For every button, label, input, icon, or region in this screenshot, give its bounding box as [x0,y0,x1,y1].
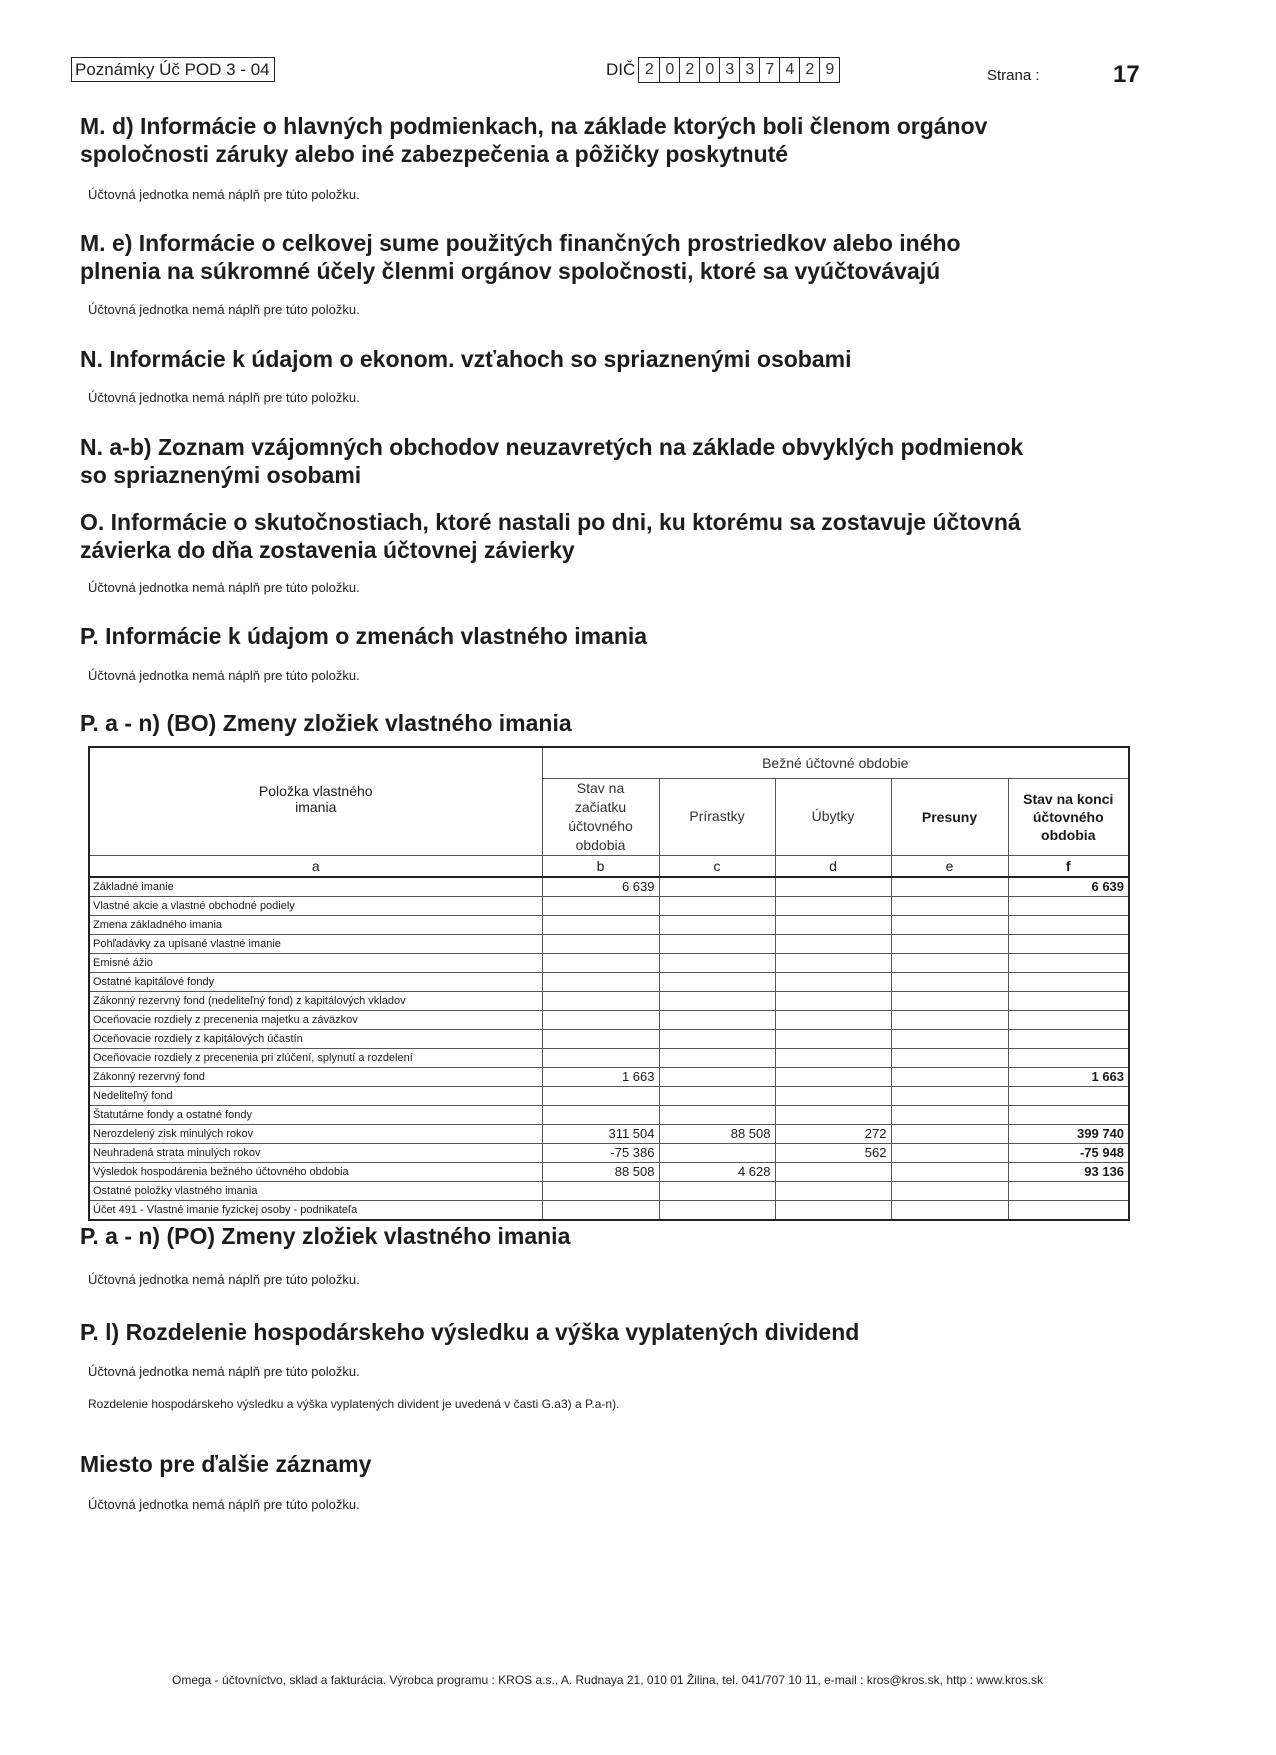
column-letter: a [89,855,542,877]
period-header: Bežné účtovné obdobie [542,747,1129,778]
cell-b: 6 639 [542,877,659,897]
row-label: Oceňovacie rozdiely z precenenia majetku a záväzkov [89,1011,542,1030]
heading-line: plnenia na súkromné účely členmi orgánov spoločnosti, ktoré sa vyúčtovávajú [80,258,941,284]
tax-id-digit: 2 [679,58,699,82]
cell-c [659,1087,775,1106]
section-heading-n-a-b [80,433,1023,489]
cell-e [891,916,1008,935]
header-line: začiatku [574,798,627,815]
cell-d [775,877,891,897]
cell-f: 6 639 [1008,877,1129,897]
table-row [89,954,1129,973]
column-header-start [542,778,659,855]
table-row [89,935,1129,954]
cell-f [1008,1087,1129,1106]
cell-b [542,1049,659,1068]
section-note: Účtovná jednotka nemá náplň pre túto položku. [88,1364,360,1379]
section-heading-n [80,345,851,373]
cell-e [891,1144,1008,1163]
cell-c: 4 628 [659,1163,775,1182]
table-row [89,1163,1129,1182]
row-label: Ostatné položky vlastného imania [89,1182,542,1201]
cell-e [891,954,1008,973]
cell-c [659,1030,775,1049]
cell-d [775,954,891,973]
cell-c [659,992,775,1011]
heading-line: P. Informácie k údajom o zmenách vlastného imania [80,623,648,649]
cell-d [775,1049,891,1068]
tax-id-digit: 9 [819,58,839,82]
heading-line: so spriaznenými osobami [80,462,362,488]
table-row [89,1106,1129,1125]
row-label: Základné imanie [89,877,542,897]
tax-id-digit: 3 [719,58,739,82]
tax-id [606,57,840,83]
section-note: Účtovná jednotka nemá náplň pre túto položku. [88,1497,360,1512]
section-heading-p-bo [80,709,572,737]
cell-c: 88 508 [659,1125,775,1144]
row-label: Emisné ážio [89,954,542,973]
cell-e [891,935,1008,954]
column-header-end [1008,778,1129,855]
cell-d [775,1011,891,1030]
cell-b [542,992,659,1011]
cell-b: 88 508 [542,1163,659,1182]
tax-id-digit: 2 [799,58,819,82]
header-line: Položka vlastného [258,783,373,799]
cell-d [775,992,891,1011]
cell-f [1008,897,1129,916]
cell-b [542,973,659,992]
row-label: Nedeliteľný fond [89,1087,542,1106]
cell-c [659,877,775,897]
tax-id-digits [638,57,840,83]
cell-f [1008,1011,1129,1030]
cell-c [659,1182,775,1201]
cell-b: -75 386 [542,1144,659,1163]
tax-id-digit: 0 [659,58,679,82]
cell-b [542,1182,659,1201]
cell-f: 93 136 [1008,1163,1129,1182]
cell-d [775,1068,891,1087]
table-row [89,1087,1129,1106]
column-header-transfers: Presuny [891,778,1008,855]
cell-b [542,954,659,973]
cell-e [891,1201,1008,1221]
row-label: Vlastné akcie a vlastné obchodné podiely [89,897,542,916]
heading-line: spoločnosti záruky alebo iné zabezpečenia a pôžičky poskytnuté [80,141,789,167]
cell-c [659,973,775,992]
section-note: Účtovná jednotka nemá náplň pre túto položku. [88,580,360,595]
cell-b [542,1201,659,1221]
row-label: Zmena základného imania [89,916,542,935]
form-code: Poznámky Úč POD 3 - 04 [71,57,275,82]
cell-b [542,1087,659,1106]
cell-b [542,1011,659,1030]
cell-e [891,973,1008,992]
column-letter-row [89,855,1129,877]
section-note: Účtovná jednotka nemá náplň pre túto položku. [88,187,360,202]
cell-e [891,1182,1008,1201]
row-label: Nerozdelený zisk minulých rokov [89,1125,542,1144]
table-row [89,992,1129,1011]
cell-e [891,897,1008,916]
cell-e [891,1011,1008,1030]
row-label: Pohľadávky za upísané vlastné imanie [89,935,542,954]
header-line: účtovného [568,817,633,834]
table-row [89,1144,1129,1163]
cell-d [775,1201,891,1221]
cell-e [891,1068,1008,1087]
table-row [89,973,1129,992]
column-letter: b [542,855,659,877]
cell-c [659,1144,775,1163]
row-label: Štatutárne fondy a ostatné fondy [89,1106,542,1125]
table-row [89,1201,1129,1221]
cell-f [1008,1049,1129,1068]
cell-d: 272 [775,1125,891,1144]
column-letter: d [775,855,891,877]
cell-e [891,992,1008,1011]
section-note: Účtovná jednotka nemá náplň pre túto položku. [88,1272,360,1287]
header-line: obdobia [1041,826,1096,843]
cell-c [659,1201,775,1221]
header-line: obdobia [575,836,626,853]
cell-b: 311 504 [542,1125,659,1144]
column-letter: c [659,855,775,877]
header-line: Stav na konci [1023,790,1114,807]
section-note: Účtovná jednotka nemá náplň pre túto položku. [88,302,360,317]
cell-d [775,916,891,935]
heading-line: P. l) Rozdelenie hospodárskeho výsledku a výška vyplatených dividend [80,1319,860,1345]
cell-b [542,916,659,935]
section-note-distribution: Rozdelenie hospodárskeho výsledku a výška vyplatených divident je uvedená v časti G.a3) a P.a-n). [88,1397,620,1411]
cell-d [775,935,891,954]
cell-d [775,1182,891,1201]
row-label: Výsledok hospodárenia bežného účtovného obdobia [89,1163,542,1182]
cell-e [891,1125,1008,1144]
table-row [89,1011,1129,1030]
table-row [89,916,1129,935]
heading-line: závierka do dňa zostavenia účtovnej závierky [80,537,575,563]
section-heading-m-d [80,112,987,168]
tax-id-digit: 3 [739,58,759,82]
row-label: Zákonný rezervný fond [89,1068,542,1087]
table-row [89,1049,1129,1068]
cell-f [1008,1106,1129,1125]
tax-id-digit: 2 [644,61,654,78]
equity-changes-table [88,746,1130,1221]
header-line: Stav na [576,779,625,796]
cell-c [659,954,775,973]
row-label: Zákonný rezervný fond (nedeliteľný fond) z kapitálových vkladov [89,992,542,1011]
cell-d [775,1163,891,1182]
section-heading-p [80,622,647,650]
cell-d: 562 [775,1144,891,1163]
cell-b [542,1106,659,1125]
cell-f [1008,954,1129,973]
cell-d [775,1030,891,1049]
section-heading-o [80,508,1021,564]
cell-e [891,877,1008,897]
section-heading-p-l [80,1318,859,1346]
cell-f [1008,992,1129,1011]
cell-e [891,1030,1008,1049]
cell-c [659,1068,775,1087]
cell-c [659,916,775,935]
table-row [89,897,1129,916]
table-body [89,877,1129,1220]
cell-e [891,1106,1008,1125]
tax-id-label: DIČ [606,60,636,79]
heading-line: N. Informácie k údajom o ekonom. vzťahoch so spriaznenými osobami [80,346,852,372]
tax-id-digit: 4 [779,58,799,82]
cell-f [1008,1182,1129,1201]
cell-f: 1 663 [1008,1068,1129,1087]
section-note: Účtovná jednotka nemá náplň pre túto položku. [88,668,360,683]
cell-b [542,935,659,954]
section-heading-p-po [80,1222,570,1250]
section-heading-m-e [80,229,961,285]
header-line: imania [295,799,337,815]
row-label: Účet 491 - Vlastné imanie fyzickej osoby - podnikateľa [89,1201,542,1221]
heading-line: Miesto pre ďalšie záznamy [80,1451,372,1477]
cell-b [542,1030,659,1049]
row-label: Ostatné kapitálové fondy [89,973,542,992]
table-row [89,1030,1129,1049]
row-label: Neuhradená strata minulých rokov [89,1144,542,1163]
cell-d [775,1087,891,1106]
heading-line: N. a-b) Zoznam vzájomných obchodov neuzavretých na základe obvyklých podmienok [80,434,1024,460]
row-label: Oceňovacie rozdiely z precenenia pri zlúčení, splynutí a rozdelení [89,1049,542,1068]
tax-id-digit: 7 [759,58,779,82]
cell-d [775,897,891,916]
cell-c [659,897,775,916]
table-row [89,877,1129,897]
column-header-additions: Prírastky [659,778,775,855]
cell-f [1008,1201,1129,1221]
heading-line: O. Informácie o skutočnostiach, ktoré nastali po dni, ku ktorému sa zostavuje účtovná [80,509,1021,535]
cell-f [1008,935,1129,954]
page-label: Strana : [987,67,1040,84]
header-line: účtovného [1032,808,1104,825]
column-letter: f [1008,855,1129,877]
cell-b [542,897,659,916]
page-number: 17 [1113,61,1140,88]
cell-e [891,1163,1008,1182]
cell-e [891,1049,1008,1068]
column-header-reductions: Úbytky [775,778,891,855]
cell-e [891,1087,1008,1106]
cell-f [1008,916,1129,935]
cell-b: 1 663 [542,1068,659,1087]
table-row [89,1182,1129,1201]
table-row [89,1125,1129,1144]
row-label: Oceňovacie rozdiely z kapitálových účastín [89,1030,542,1049]
tax-id-digit: 0 [699,58,719,82]
section-note: Účtovná jednotka nemá náplň pre túto položku. [88,390,360,405]
cell-f: -75 948 [1008,1144,1129,1163]
cell-c [659,1011,775,1030]
cell-d [775,973,891,992]
table-row [89,1068,1129,1087]
cell-c [659,1049,775,1068]
heading-line: M. d) Informácie o hlavných podmienkach, na základe ktorých boli členom orgánov [80,113,988,139]
heading-line: M. e) Informácie o celkovej sume použitých finančných prostriedkov alebo iného [80,230,961,256]
cell-f [1008,973,1129,992]
page-footer: Omega - účtovníctvo, sklad a fakturácia. Výrobca programu : KROS a.s., A. Rudnaya 21, 010 01 Žilina, tel. 041/707 10 11, e-mail : kros@kros.sk, http : www.kros.sk [172,1673,1044,1687]
cell-c [659,1106,775,1125]
cell-c [659,935,775,954]
table-header-row [89,747,1129,778]
item-column-header [89,747,542,855]
section-heading-notes [80,1450,371,1478]
heading-line: P. a - n) (BO) Zmeny zložiek vlastného imania [80,710,572,736]
heading-line: P. a - n) (PO) Zmeny zložiek vlastného imania [80,1223,571,1249]
column-letter: e [891,855,1008,877]
cell-f [1008,1030,1129,1049]
cell-f: 399 740 [1008,1125,1129,1144]
cell-d [775,1106,891,1125]
